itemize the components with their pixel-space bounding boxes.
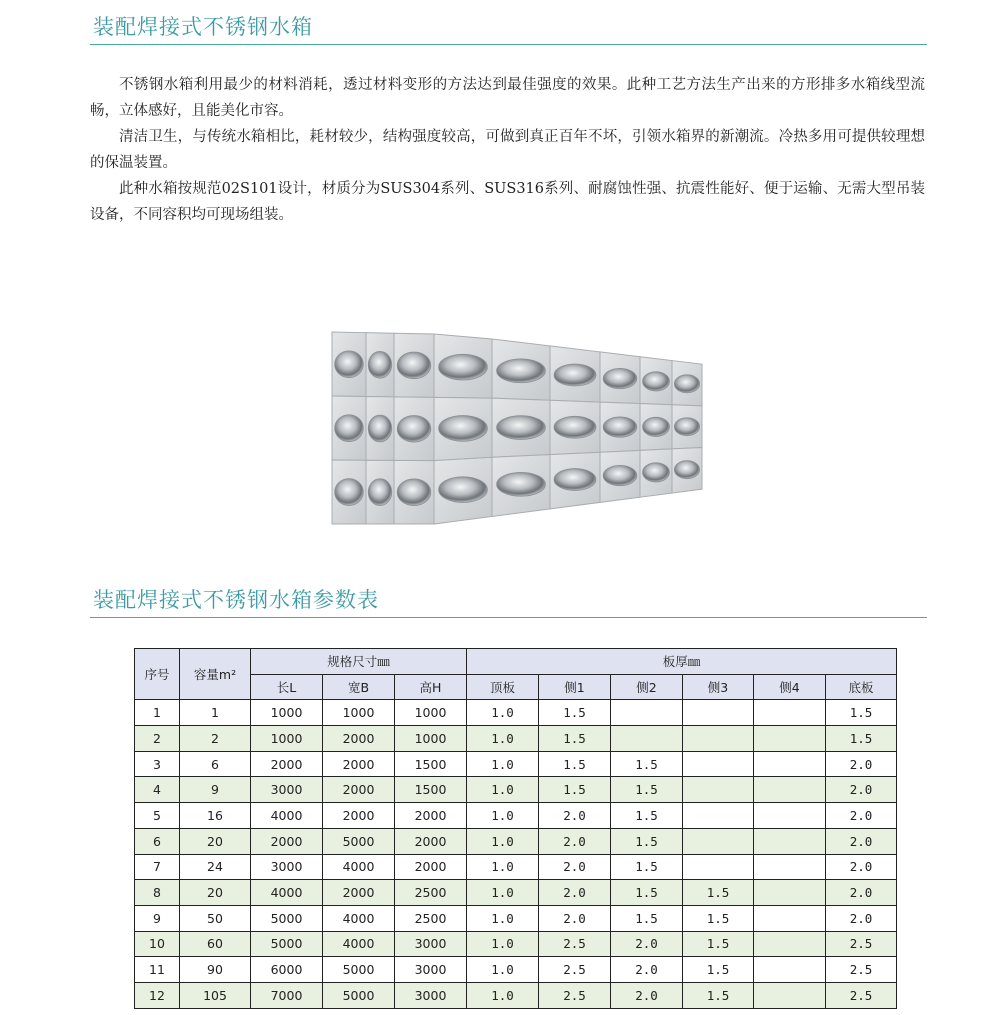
table-cell: 2.0 bbox=[539, 880, 611, 906]
table-cell: 90 bbox=[180, 957, 251, 983]
tank-panel-bulge bbox=[397, 479, 431, 506]
section-divider bbox=[90, 617, 927, 618]
table-row bbox=[135, 931, 897, 957]
tank-panel-bulge bbox=[603, 368, 637, 388]
tank-panel-bulge bbox=[674, 418, 699, 436]
table-cell: 1500 bbox=[395, 751, 467, 777]
table-cell bbox=[683, 700, 754, 726]
table-cell: 1.5 bbox=[611, 880, 683, 906]
intro-paragraph: 不锈钢水箱利用最少的材料消耗，透过材料变形的方法达到最佳强度的效果。此种工艺方法生产出来的方形排多水箱线型流畅，立体感好，且能美化市容。 bbox=[90, 77, 925, 119]
table-cell: 1.0 bbox=[467, 803, 539, 829]
table-cell: 7000 bbox=[251, 982, 323, 1008]
header-dimensions: 规格尺寸㎜ bbox=[251, 649, 467, 675]
table-cell: 1.5 bbox=[611, 828, 683, 854]
table-cell: 2000 bbox=[395, 803, 467, 829]
table-cell: 2.0 bbox=[826, 828, 897, 854]
table-cell: 50 bbox=[180, 905, 251, 931]
water-tank-image bbox=[328, 318, 706, 538]
table-cell: 2.5 bbox=[826, 931, 897, 957]
table-cell: 1.0 bbox=[467, 700, 539, 726]
table-row bbox=[135, 905, 897, 931]
table-cell: 2000 bbox=[251, 751, 323, 777]
table-cell bbox=[754, 700, 826, 726]
header-thickness: 板厚㎜ bbox=[467, 649, 897, 675]
table-cell: 2000 bbox=[323, 803, 395, 829]
table-cell: 1000 bbox=[323, 700, 395, 726]
table-cell: 4000 bbox=[323, 905, 395, 931]
table-cell: 2.0 bbox=[826, 905, 897, 931]
table-cell: 2.0 bbox=[539, 828, 611, 854]
spec-table bbox=[134, 648, 897, 1009]
table-cell bbox=[754, 931, 826, 957]
table-cell: 2.0 bbox=[826, 751, 897, 777]
table-cell bbox=[754, 726, 826, 752]
table-row bbox=[135, 751, 897, 777]
tank-panel-bulge bbox=[497, 359, 546, 383]
table-cell: 1.5 bbox=[611, 803, 683, 829]
table-cell: 1.5 bbox=[539, 700, 611, 726]
table-cell: 1 bbox=[180, 700, 251, 726]
tank-panel-bulge bbox=[554, 364, 596, 386]
table-cell: 1.5 bbox=[611, 905, 683, 931]
tank-panel-bulge bbox=[643, 372, 670, 391]
table-row bbox=[135, 726, 897, 752]
table-cell: 1.5 bbox=[539, 726, 611, 752]
table-row bbox=[135, 700, 897, 726]
table-cell: 20 bbox=[180, 828, 251, 854]
tank-panel-bulge bbox=[497, 472, 546, 496]
tank-panel-bulge bbox=[368, 415, 392, 442]
table-cell: 2 bbox=[135, 726, 180, 752]
table-cell bbox=[683, 803, 754, 829]
table-cell: 2.0 bbox=[826, 854, 897, 880]
table-cell: 2500 bbox=[395, 905, 467, 931]
header-top: 顶板 bbox=[467, 674, 539, 700]
table-cell: 1.5 bbox=[683, 880, 754, 906]
table-row bbox=[135, 957, 897, 983]
tank-panel-bulge bbox=[643, 463, 670, 482]
table-cell: 3000 bbox=[395, 982, 467, 1008]
table-cell: 2.0 bbox=[826, 880, 897, 906]
tank-panel-bulge bbox=[603, 465, 637, 485]
table-cell bbox=[683, 751, 754, 777]
tank-panel-bulge bbox=[368, 351, 392, 378]
table-cell: 4000 bbox=[251, 803, 323, 829]
table-cell bbox=[683, 854, 754, 880]
table-cell: 2.0 bbox=[539, 905, 611, 931]
table-row bbox=[135, 803, 897, 829]
table-cell: 16 bbox=[180, 803, 251, 829]
table-cell: 2000 bbox=[323, 751, 395, 777]
tank-panel-bulge bbox=[397, 352, 431, 379]
tank-panel-bulge bbox=[674, 461, 699, 479]
table-cell: 1.0 bbox=[467, 726, 539, 752]
table-cell bbox=[754, 957, 826, 983]
table-cell: 3000 bbox=[395, 931, 467, 957]
table-cell: 1.5 bbox=[539, 751, 611, 777]
header-side2: 侧2 bbox=[611, 674, 683, 700]
table-cell: 2.5 bbox=[539, 982, 611, 1008]
tank-panel-bulge bbox=[439, 354, 488, 380]
table-cell: 2.0 bbox=[539, 854, 611, 880]
table-cell: 2.0 bbox=[611, 982, 683, 1008]
table-cell: 1.5 bbox=[826, 700, 897, 726]
table-cell bbox=[611, 700, 683, 726]
table-cell bbox=[754, 803, 826, 829]
table-row bbox=[135, 828, 897, 854]
table-cell: 2.0 bbox=[539, 803, 611, 829]
table-cell: 4 bbox=[135, 777, 180, 803]
table-cell: 3000 bbox=[395, 957, 467, 983]
tank-panel-bulge bbox=[674, 375, 699, 393]
table-cell bbox=[754, 777, 826, 803]
tank-panel-bulge bbox=[439, 477, 488, 503]
tank-panels bbox=[332, 332, 702, 524]
table-cell: 1500 bbox=[395, 777, 467, 803]
table-cell: 5000 bbox=[323, 957, 395, 983]
intro-paragraph: 清洁卫生，与传统水箱相比，耗材较少，结构强度较高，可做到真正百年不坏，引领水箱界的新潮流。冷热多用可提供较理想的保温装置。 bbox=[90, 129, 925, 171]
table-row bbox=[135, 777, 897, 803]
table-cell: 4000 bbox=[323, 931, 395, 957]
table-cell: 1.5 bbox=[826, 726, 897, 752]
table-cell: 2 bbox=[180, 726, 251, 752]
header-side1: 侧1 bbox=[539, 674, 611, 700]
table-cell: 5000 bbox=[323, 982, 395, 1008]
table-row bbox=[135, 854, 897, 880]
tank-panel-bulge bbox=[335, 479, 364, 506]
table-cell: 1.0 bbox=[467, 957, 539, 983]
table-cell: 9 bbox=[135, 905, 180, 931]
table-cell: 1.0 bbox=[467, 982, 539, 1008]
table-cell: 2000 bbox=[323, 880, 395, 906]
table-cell: 6 bbox=[180, 751, 251, 777]
table-cell: 1.5 bbox=[611, 751, 683, 777]
table-cell: 4000 bbox=[323, 854, 395, 880]
table-cell: 2.5 bbox=[826, 982, 897, 1008]
table-cell: 5 bbox=[135, 803, 180, 829]
table-cell: 7 bbox=[135, 854, 180, 880]
table-cell: 2500 bbox=[395, 880, 467, 906]
header-width: 宽B bbox=[323, 674, 395, 700]
header-bottom: 底板 bbox=[826, 674, 897, 700]
table-cell: 1000 bbox=[395, 700, 467, 726]
header-side4: 侧4 bbox=[754, 674, 826, 700]
table-cell bbox=[754, 828, 826, 854]
table-cell: 2000 bbox=[395, 854, 467, 880]
table-cell bbox=[754, 854, 826, 880]
tank-panel-bulge bbox=[554, 416, 596, 438]
table-cell: 1000 bbox=[395, 726, 467, 752]
table-cell: 12 bbox=[135, 982, 180, 1008]
tank-panel-bulge bbox=[603, 417, 637, 437]
table-cell: 1.0 bbox=[467, 880, 539, 906]
intro-paragraph: 此种水箱按规范02S101设计，材质分为SUS304系列、SUS316系列、耐腐蚀性强、抗震性能好、便于运输、无需大型吊装设备，不同容积均可现场组装。 bbox=[90, 181, 925, 223]
tank-panel-bulge bbox=[335, 415, 364, 442]
intro-text bbox=[90, 72, 925, 228]
table-cell bbox=[683, 726, 754, 752]
table-cell: 5000 bbox=[251, 905, 323, 931]
table-cell: 6000 bbox=[251, 957, 323, 983]
header-height: 高H bbox=[395, 674, 467, 700]
table-cell bbox=[754, 905, 826, 931]
tank-panel-bulge bbox=[397, 415, 431, 442]
table-cell: 1.5 bbox=[683, 905, 754, 931]
table-row bbox=[135, 880, 897, 906]
table-cell: 2000 bbox=[323, 777, 395, 803]
table-cell: 2.0 bbox=[611, 931, 683, 957]
tank-panel-bulge bbox=[497, 416, 546, 440]
table-cell: 2.0 bbox=[826, 803, 897, 829]
header-capacity: 容量m² bbox=[180, 649, 251, 700]
table-cell: 9 bbox=[180, 777, 251, 803]
header-no: 序号 bbox=[135, 649, 180, 700]
table-cell: 5000 bbox=[323, 828, 395, 854]
table-cell: 2.5 bbox=[539, 931, 611, 957]
table-cell: 24 bbox=[180, 854, 251, 880]
table-cell: 1.5 bbox=[539, 777, 611, 803]
tank-panel-bulge bbox=[554, 469, 596, 491]
table-row bbox=[135, 982, 897, 1008]
section-title: 装配焊接式不锈钢水箱 bbox=[93, 15, 313, 39]
table-cell bbox=[754, 982, 826, 1008]
table-cell bbox=[754, 880, 826, 906]
table-cell: 1.0 bbox=[467, 777, 539, 803]
table-cell bbox=[754, 751, 826, 777]
table-cell: 2.5 bbox=[826, 957, 897, 983]
table-cell: 11 bbox=[135, 957, 180, 983]
header-side3: 侧3 bbox=[683, 674, 754, 700]
table-cell: 1.0 bbox=[467, 854, 539, 880]
table-cell: 6 bbox=[135, 828, 180, 854]
table-cell: 1.5 bbox=[683, 982, 754, 1008]
table-cell: 2.0 bbox=[611, 957, 683, 983]
table-cell: 1.5 bbox=[683, 931, 754, 957]
table-cell: 1.0 bbox=[467, 751, 539, 777]
section-divider bbox=[90, 44, 927, 45]
table-cell: 4000 bbox=[251, 880, 323, 906]
table-cell: 10 bbox=[135, 931, 180, 957]
table-cell bbox=[683, 828, 754, 854]
table-cell: 1.5 bbox=[611, 777, 683, 803]
table-cell: 1000 bbox=[251, 700, 323, 726]
table-cell: 1.0 bbox=[467, 828, 539, 854]
table-cell: 1000 bbox=[251, 726, 323, 752]
section-title: 装配焊接式不锈钢水箱参数表 bbox=[93, 588, 379, 612]
table-cell: 60 bbox=[180, 931, 251, 957]
table-cell: 1.5 bbox=[683, 957, 754, 983]
header-length: 长L bbox=[251, 674, 323, 700]
table-cell: 3000 bbox=[251, 854, 323, 880]
tank-panel-bulge bbox=[439, 416, 488, 442]
tank-panel-bulge bbox=[368, 479, 392, 506]
table-cell: 8 bbox=[135, 880, 180, 906]
table-cell: 2.0 bbox=[826, 777, 897, 803]
table-cell: 2000 bbox=[323, 726, 395, 752]
table-cell: 3 bbox=[135, 751, 180, 777]
table-cell: 105 bbox=[180, 982, 251, 1008]
table-cell: 2000 bbox=[395, 828, 467, 854]
tank-panel-bulge bbox=[643, 417, 670, 436]
table-cell: 2000 bbox=[251, 828, 323, 854]
table-cell bbox=[611, 726, 683, 752]
table-cell: 3000 bbox=[251, 777, 323, 803]
table-cell: 1.5 bbox=[611, 854, 683, 880]
table-cell: 1.0 bbox=[467, 931, 539, 957]
table-cell: 5000 bbox=[251, 931, 323, 957]
table-cell: 2.5 bbox=[539, 957, 611, 983]
table-cell: 20 bbox=[180, 880, 251, 906]
table-cell: 1.0 bbox=[467, 905, 539, 931]
table-cell bbox=[683, 777, 754, 803]
tank-panel-bulge bbox=[335, 351, 364, 378]
table-cell: 1 bbox=[135, 700, 180, 726]
